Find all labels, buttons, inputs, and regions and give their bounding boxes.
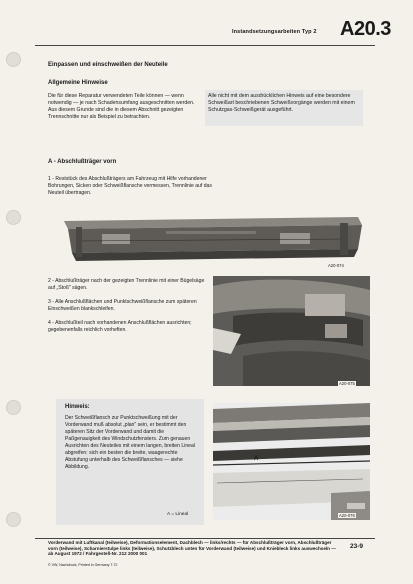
ruler-illustration: [213, 403, 370, 520]
general-right-text: Alle nicht mit dem ausdrücklichen Hinweis auf eine besondere Schweißart beschriebenen Schweißvorgänge werden mit einem Schutzgas-Schweißgerät ausgeführt.: [208, 93, 355, 113]
step-3: 3 - Alle Anschlußflächen und Punktschweißflansche zum späteren Einschweißen blankschleifen.: [48, 299, 197, 312]
step-1: 1 - Reststück des Abschlußträgers am Fahrzeug mit Hilfe vorhandener Bohrungen, Sicken oder Schweißflansche vermessen, Trennlinie auf das Neuteil übertragen.: [48, 176, 212, 196]
figure-1-label: A20-074: [328, 263, 344, 268]
hint-text: Der Schweißflansch zur Punktschweißung mit der Vorderwand muß absolut „plan" sein, er bestimmt den späteren Sitz der Vorderwand und damit die Paßgenauigkeit des Windschutzfensters. Zum genauen Ausrichten des Neuteiles mit einem langen, breiten Lineal abgreifen: sich ein besten die breite, waagerechte Abstufung unterhalb des Schweißflansches — siehe Abbildung.: [65, 415, 195, 470]
welding-photo-illustration: [213, 276, 370, 386]
cross-member-illustration: [58, 213, 368, 268]
hint-caption: A = Lineal: [167, 512, 189, 517]
figure-2-label: A20-075: [339, 381, 355, 386]
figure-cross-member: [58, 213, 368, 268]
header-code: A20.3: [340, 18, 391, 40]
punch-hole: [6, 52, 21, 67]
punch-hole: [6, 512, 21, 527]
footer-rule: [35, 538, 375, 539]
hint-box: [56, 399, 204, 525]
general-heading: Allgemeine Hinweise: [48, 80, 108, 86]
figure-welding-photo: [213, 276, 370, 386]
figure-3-label: A20-076: [339, 513, 355, 518]
footer-copyright: © VW, Nachdruck, Printed in Germany 7.72: [48, 563, 118, 567]
general-right-block: [205, 90, 363, 126]
header-title: Instandsetzungsarbeiten Typ 2: [232, 29, 317, 35]
general-left-text: Die für diese Reparatur verwendeten Teile können — wenn notwendig — je nach Schadensumfang ausgeschnitten werden. Aus diesem Grunde sind die in diesem Abschnitt gezeigten Trennschnitte nur als Beispiel zu betrachten.: [48, 93, 195, 120]
hint-heading: Hinweis:: [65, 404, 90, 410]
step-4: 4 - Abschlußteil nach vorhandenen Anschlußflächen ausrichten; gegebenenfalls reichlich vorheften.: [48, 320, 192, 333]
section-title: Einpassen und einschweißen der Neuteile: [48, 62, 168, 68]
section-a-title: A - Abschlußträger vorn: [48, 159, 117, 165]
punch-hole: [6, 210, 21, 225]
page-number: 23-9: [350, 543, 364, 550]
header-rule: [35, 45, 375, 46]
step-2: 2 - Abschlußträger nach der gezeigten Trennlinie mit einer Bügelsäge auf „Stoß" sägen.: [48, 278, 205, 291]
figure-ruler: [213, 403, 370, 520]
figure-3-marker: A: [254, 456, 259, 462]
punch-hole: [6, 400, 21, 415]
footer-text: Vorderwand mit Luftkanal (teilweise), Deformationselement, Dachblech — links/rechts — für Abschlußträger vorn, Abschlußträger vorn (teilweise), Scharnierstulpe links (teilweise), Schutzblech unten für Vorderwand (teilweise) und Kniebleck links auswechseln — ab August 1972 / Fahrgestell-Nr. 212 2000 001: [48, 540, 336, 557]
